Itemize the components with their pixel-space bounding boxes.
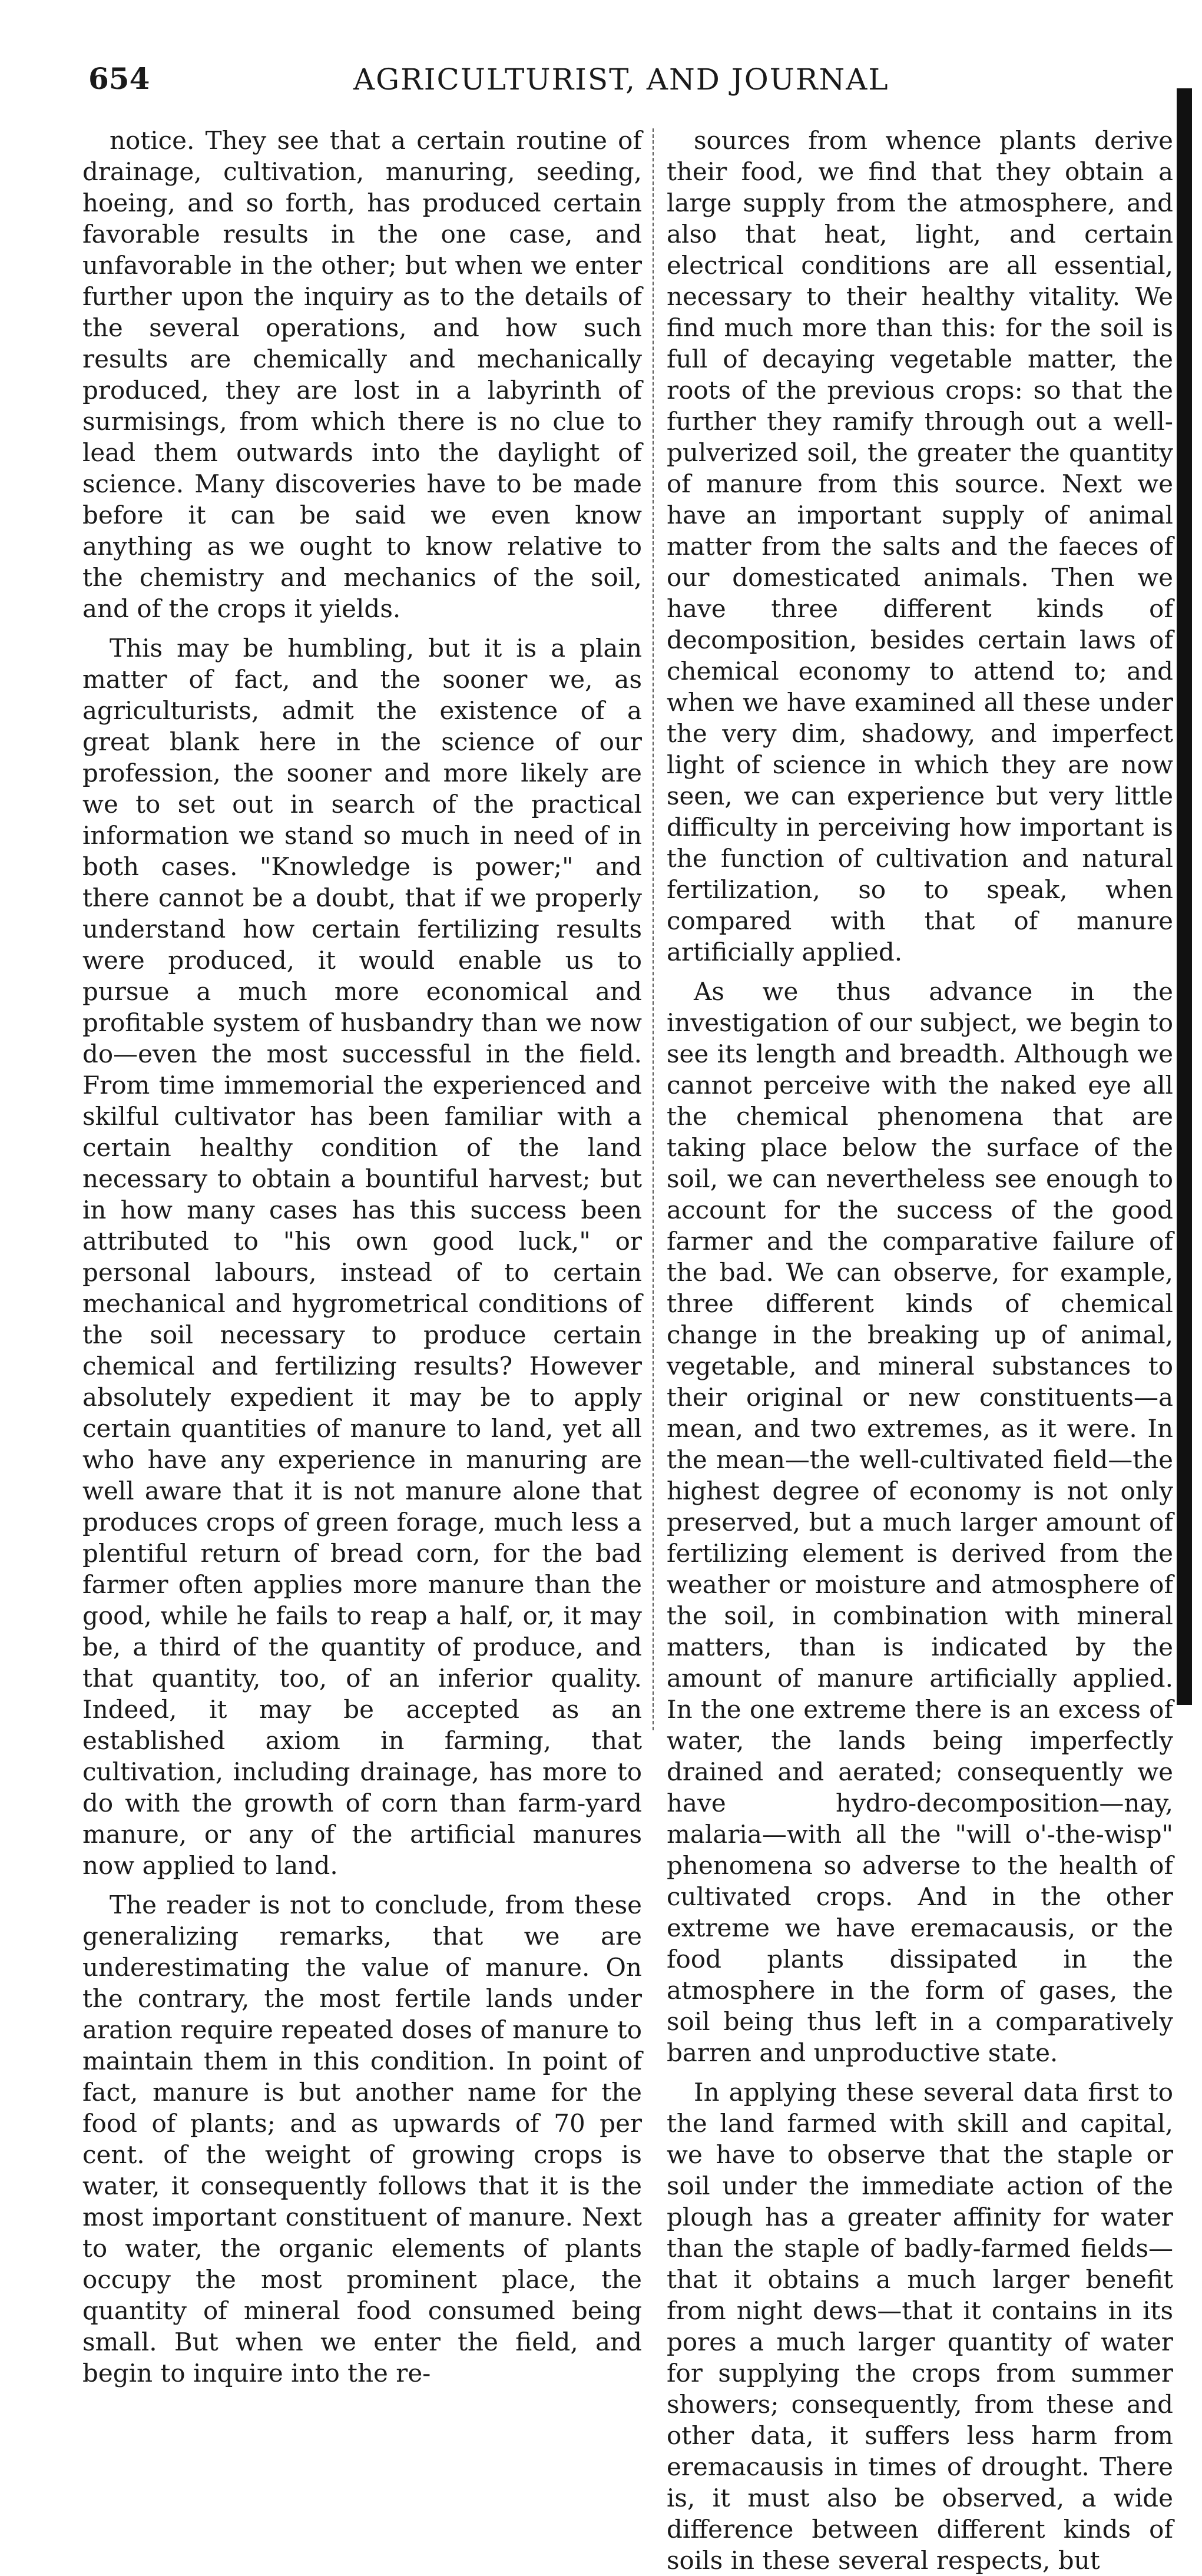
column-divider xyxy=(653,128,654,1730)
paragraph: In applying these several data first to the land farmed with skill and capital, we have to observe that the staple or soil under the immediate action of the plough has a greater affinity for water than the staple of badly-farmed fields—that it obtains a much larger benefit from night dews—that it contains in its pores a much larger quantity of water for supplying the crops from summer showers; consequently, from these and other data, it suffers less harm from eremacausis in times of drought. There is, it must also be observed, a wide difference between different kinds of soils in these several respects, but xyxy=(667,2078,1173,2575)
paragraph: notice. They see that a certain routine of drainage, cultivation, manuring, seeding, hoeing, and so forth, has produced certain favorable results in the one case, and unfavorable in the other; but when we enter further upon the inquiry as to the details of the several operations, and how such results are chemically and mechanically produced, they are lost in a labyrinth of surmisings, from which there is no clue to lead them outwards into the daylight of science. Many discoveries have to be made before it can be said we even know anything as we ought to know relative to the chemistry and mechanics of the soil, and of the crops it yields. xyxy=(82,126,642,623)
paragraph: The reader is not to conclude, from these generalizing remarks, that we are underestimating the value of manure. On the contrary, the most fertile lands under aration require repeated doses of manure to maintain them in this condition. In point of fact, manure is but another name for the food of plants; and as upwards of 70 per cent. of the weight of growing crops is water, it consequently follows that it is the most important constituent of manure. Next to water, the organic elements of plants occupy the most prominent place, the quantity of mineral food consumed being small. But when we enter the field, and begin to inquire into the re- xyxy=(82,1890,642,2388)
running-title: AGRICULTURIST, AND JOURNAL xyxy=(353,62,889,97)
page-edge-bar xyxy=(1177,88,1192,1705)
paragraph: sources from whence plants derive their food, we find that they obtain a large supply from the atmosphere, and also that heat, light, and certain electrical conditions are all essential, necessary to their healthy vitality. We find much more than this: for the soil is full of decaying vegetable matter, the roots of the previous crops: so that the further they ramify through out a well-pulverized soil, the greater the quantity of manure from this source. Next we have an important supply of animal matter from the salts and the faeces of our domesticated animals. Then we have three different kinds of decomposition, besides certain laws of chemical economy to attend to; and when we have examined all these under the very dim, shadowy, and imperfect light of science in which they are now seen, we can experience but very little difficulty in perceiving how important is the function of cultivation and natural fertilization, so to speak, when compared with that of manure artificially applied. xyxy=(667,126,1173,966)
paragraph: This may be humbling, but it is a plain matter of fact, and the sooner we, as agriculturists, admit the existence of a great blank here in the science of our profession, the sooner and more likely are we to set out in search of the practical information we stand so much in need of in both cases. "Knowledge is power;" and there cannot be a doubt, that if we properly understand how certain fertilizing results were produced, it would enable us to pursue a much more economical and profitable system of husbandry than we now do—even the most successful in the field. From time immemorial the experienced and skilful cultivator has been familiar with a certain healthy condition of the land necessary to obtain a bountiful harvest; but in how many cases has this success been attributed to "his own good luck," or personal labours, instead of to certain mechanical and hygrometrical conditions of the soil necessary to produce certain chemical and fertilizing results? However absolutely expedient it may be to apply certain quantities of manure to land, yet all who have any experience in manuring are well aware that it is not manure alone that produces crops of green forage, much less a plentiful return of bread corn, for the bad farmer often applies more manure than the good, while he fails to reap a half, or, it may be, a third of the quantity of produce, and that quantity, too, of an inferior quality. Indeed, it may be accepted as an established axiom in farming, that cultivation, including drainage, has more to do with the growth of corn than farm-yard manure, or any of the artificial manures now applied to land. xyxy=(82,634,642,1880)
page-number: 654 xyxy=(88,61,150,96)
left-column xyxy=(82,125,642,2389)
paragraph: As we thus advance in the investigation of our subject, we begin to see its length and breadth. Although we cannot perceive with the naked eye all the chemical phenomena that are taking place below the surface of the soil, we can nevertheless see enough to account for the success of the good farmer and the comparative failure of the bad. We can observe, for example, three different kinds of chemical change in the breaking up of animal, vegetable, and mineral substances to their original or new constituents—a mean, and two extremes, as it were. In the mean—the well-cultivated field—the highest degree of economy is not only preserved, but a much larger amount of fertilizing element is derived from the weather or moisture and atmosphere of the soil, in combination with mineral matters, than is indicated by the amount of manure artificially applied. In the one extreme there is an excess of water, the lands being imperfectly drained and aerated; consequently we have hydro-decomposition—nay, malaria—with all the "will o'-the-wisp" phenomena so adverse to the health of cultivated crops. And in the other extreme we have eremacausis, or the food plants dissipated in the atmosphere in the form of gases, the soil being thus left in a comparatively barren and unproductive state. xyxy=(667,977,1173,2067)
right-column xyxy=(667,125,1173,2575)
